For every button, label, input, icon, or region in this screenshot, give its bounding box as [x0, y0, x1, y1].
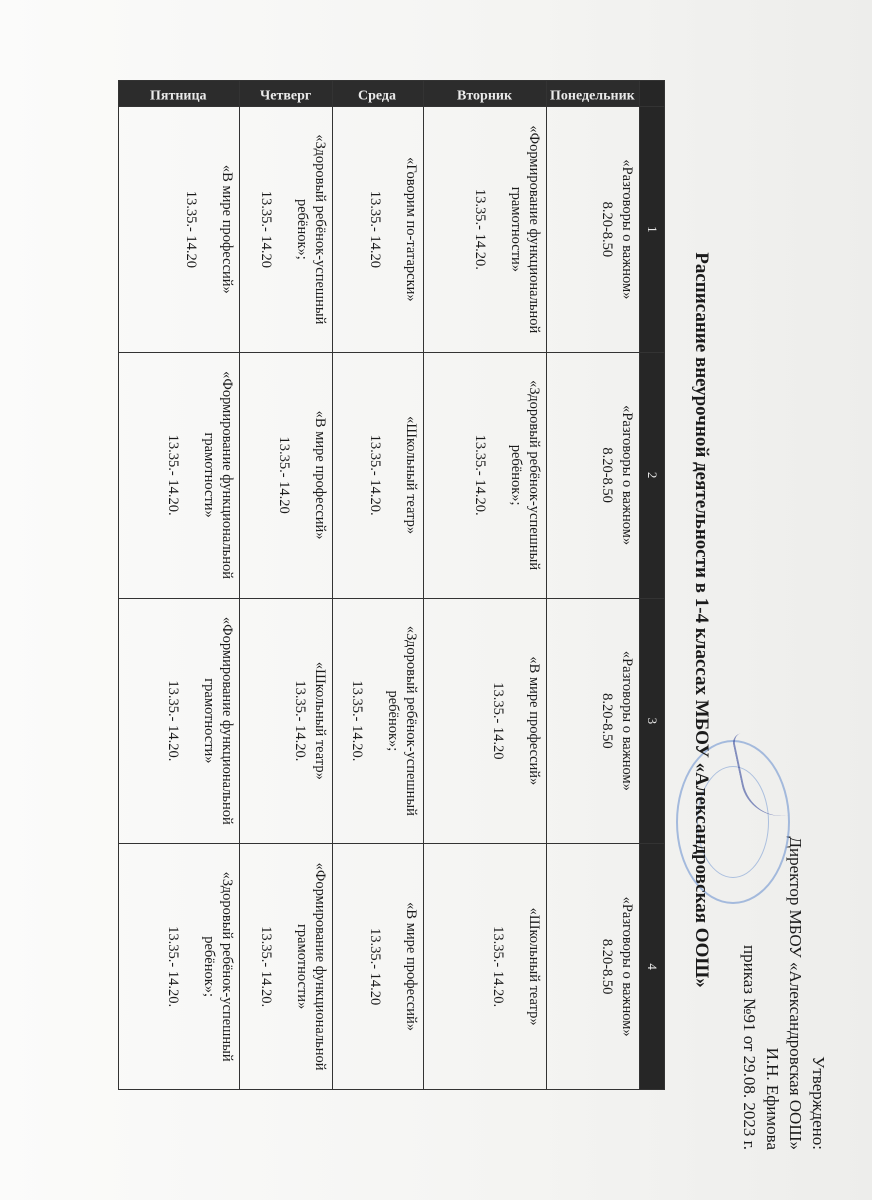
activity-time: 13.35.- 14.20. — [472, 434, 488, 516]
activity-name: «Здоровый ребёнок-успешный ребёнок»; — [385, 625, 419, 816]
activity-name: «Говорим по-татарски» — [403, 157, 419, 302]
rotated-document — [70, 70, 830, 1170]
activity-name: «Разговоры о важном» — [619, 405, 635, 546]
activity-name: «Разговоры о важном» — [619, 650, 635, 791]
schedule-cell — [119, 598, 240, 844]
table-row — [547, 81, 640, 1090]
schedule-cell — [240, 844, 333, 1090]
activity-time: 13.35.- 14.20. — [165, 434, 181, 516]
schedule-cell — [424, 352, 547, 598]
schedule-cell — [333, 844, 424, 1090]
activity-time: 8.20-8.50 — [599, 693, 615, 749]
table-row — [240, 81, 333, 1090]
activity-time: 8.20-8.50 — [599, 201, 615, 258]
schedule-cell — [119, 107, 240, 353]
activity-name: «В мире профессий» — [312, 410, 328, 540]
activity-time: 13.35.- 14.20. — [292, 680, 308, 762]
schedule-cell — [547, 107, 640, 353]
approval-label: Утверждено: — [809, 1056, 828, 1150]
approval-name: И.Н. Ефимова — [763, 1047, 782, 1150]
activity-name: «Разговоры о важном» — [619, 159, 635, 300]
activity-time: 13.35.- 14.20. — [490, 926, 506, 1008]
activity-time: 8.20-8.50 — [599, 447, 615, 503]
schedule-cell — [240, 598, 333, 844]
approval-order: приказ №91 от 29.08. 2023 г. — [740, 945, 759, 1150]
class-header-4: 4 — [640, 844, 665, 1090]
header-row — [640, 81, 665, 1090]
day-label: Пятница — [119, 81, 240, 107]
activity-time: 13.35.- 14.20. — [165, 926, 181, 1008]
activity-name: «Школьный театр» — [403, 416, 419, 535]
activity-name: «Здоровый ребёнок-успешный ребёнок»; — [201, 871, 235, 1062]
schedule-cell — [240, 107, 333, 353]
schedule-cell — [119, 352, 240, 598]
schedule-table — [118, 80, 665, 1090]
schedule-cell — [424, 844, 547, 1090]
schedule-cell — [424, 107, 547, 353]
activity-time: 13.35.- 14.20. — [367, 434, 383, 516]
class-header-1: 1 — [640, 107, 665, 353]
class-header-2: 2 — [640, 352, 665, 598]
activity-time: 13.35.- 14.20 — [258, 190, 274, 269]
activity-name: «Формирование функциональной грамотности» — [201, 371, 235, 580]
approval-director: Директор МБОУ «Александровская ООШ» — [786, 836, 805, 1150]
table-row — [333, 81, 424, 1090]
activity-name: «Формирование функциональной грамотности» — [294, 862, 328, 1071]
activity-name: «В мире профессий» — [403, 902, 419, 1032]
activity-time: 13.35.- 14.20. — [258, 926, 274, 1008]
activity-time: 13.35.- 14.20 — [367, 927, 383, 1006]
activity-name: «Разговоры о важном» — [619, 896, 635, 1037]
day-label: Четверг — [240, 81, 333, 107]
schedule-cell — [333, 352, 424, 598]
schedule-cell — [333, 107, 424, 353]
activity-time: 13.35.- 14.20 — [490, 682, 506, 760]
activity-name: «Формирование функциональной грамотности» — [508, 125, 542, 334]
schedule-cell — [333, 598, 424, 844]
activity-name: «Формирование функциональной грамотности» — [201, 616, 235, 825]
activity-name: «Здоровый ребёнок-успешный ребёнок»; — [294, 134, 328, 325]
activity-name: «В мире профессий» — [219, 164, 235, 294]
day-label: Среда — [333, 81, 424, 107]
activity-time: 13.35.- 14.20 — [276, 436, 292, 514]
schedule-cell — [424, 598, 547, 844]
activity-time: 13.35.- 14.20. — [472, 188, 488, 270]
schedule-cell — [547, 352, 640, 598]
page-title: Расписание внеурочной деятельности в 1-4 классах МБОУ «Александровская ООШ» — [691, 252, 712, 988]
activity-time: 8.20-8.50 — [599, 938, 615, 995]
activity-name: «Школьный театр» — [526, 907, 542, 1026]
schedule-cell — [240, 352, 333, 598]
activity-time: 13.35.- 14.20 — [367, 190, 383, 269]
schedule-cell — [547, 844, 640, 1090]
table-row — [119, 81, 240, 1090]
activity-time: 13.35.- 14.20. — [349, 680, 365, 762]
day-label: Вторник — [424, 81, 547, 107]
table-row — [424, 81, 547, 1090]
class-header-3: 3 — [640, 598, 665, 844]
activity-time: 13.35.- 14.20. — [165, 680, 181, 762]
activity-time: 13.35.- 14.20 — [183, 190, 199, 269]
activity-name: «Школьный театр» — [312, 661, 328, 780]
schedule-cell — [119, 844, 240, 1090]
activity-name: «Здоровый ребёнок-успешный ребёнок»; — [508, 380, 542, 571]
schedule-cell — [547, 598, 640, 844]
corner-cell — [640, 81, 665, 107]
activity-name: «В мире профессий» — [526, 656, 542, 786]
day-label: Понедельник — [547, 81, 640, 107]
